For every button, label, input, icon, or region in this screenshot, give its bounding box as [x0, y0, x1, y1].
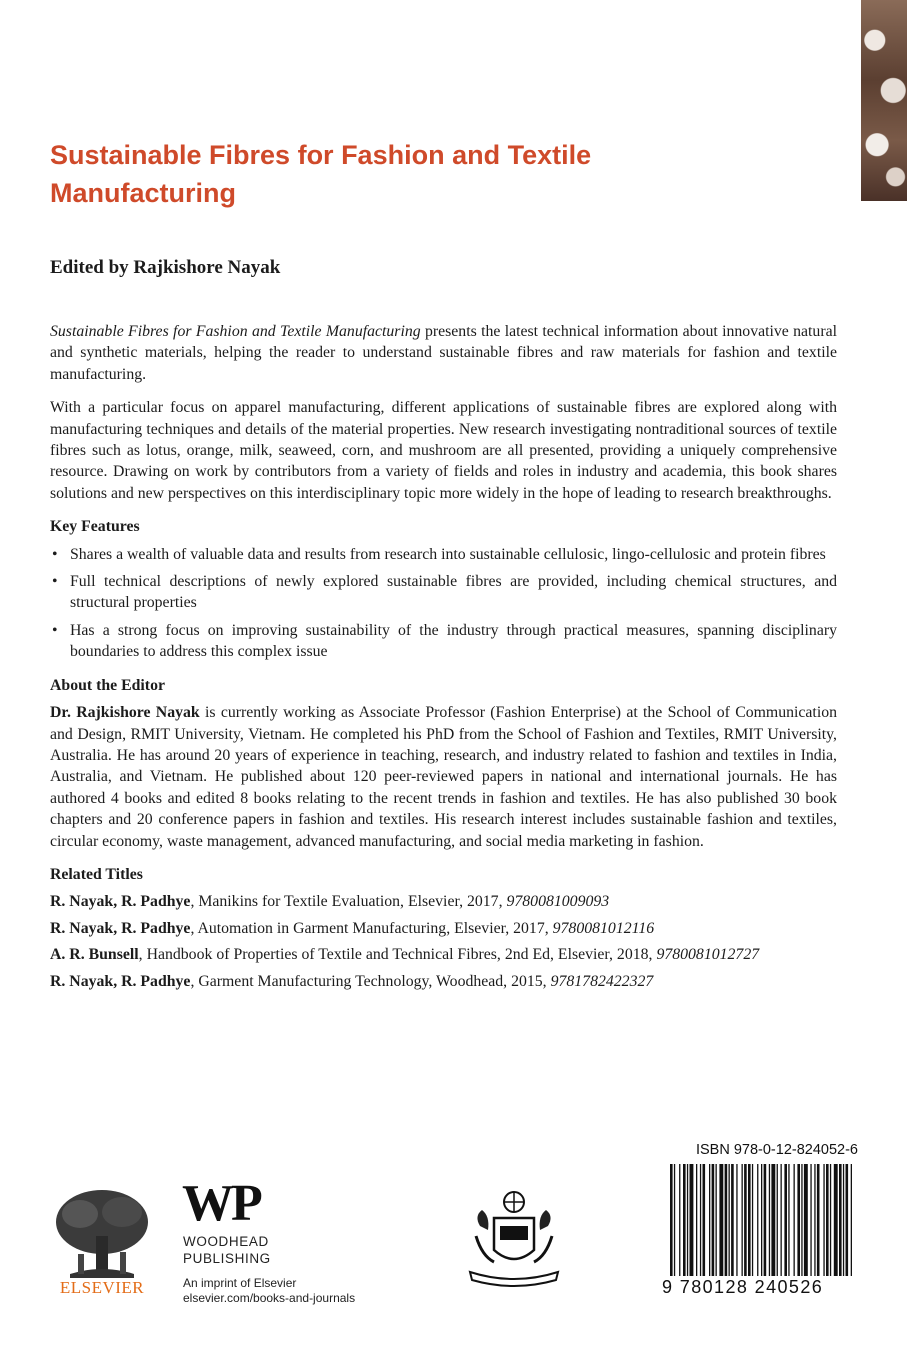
related-isbn: 9781782422327 — [550, 972, 654, 990]
isbn-label: ISBN 978-0-12-824052-6 — [695, 1142, 858, 1158]
barcode-bar — [670, 1164, 673, 1276]
related-title-row — [50, 891, 837, 912]
barcode-bar — [830, 1164, 831, 1276]
imprint-url: elsevier.com/books-and-journals — [183, 1291, 356, 1305]
wp-name-line2: PUBLISHING — [183, 1251, 271, 1266]
barcode-bar — [851, 1164, 852, 1276]
barcode-bar — [729, 1164, 730, 1276]
related-isbn: 9780081012116 — [552, 919, 655, 937]
barcode-bar — [777, 1164, 778, 1276]
related-authors: R. Nayak, R. Padhye — [50, 919, 191, 937]
barcode-bar — [696, 1164, 697, 1276]
barcode-digits: 9 780128 240526 — [662, 1277, 824, 1297]
description-paragraph: With a particular focus on apparel manufacturing, different applications of sustainable fibres are explored along with manufacturing techniques and details of the material properties. New research investigating nontraditional sources of textile fibres such as lotus, orange, milk, seaweed, corn, and mushroom are all presented, providing a uniquely comprehensive resource. Drawing on work by contributors from a variety of fields and roles in industry and academia, this book shares solutions and new perspectives on this interdisciplinary topic more widely in the hope of leading to research breakthroughs. — [50, 399, 837, 502]
barcode-bar — [731, 1164, 734, 1276]
barcode-bar — [769, 1164, 770, 1276]
barcode-bar — [839, 1164, 842, 1276]
related-title-row — [50, 918, 837, 939]
editor-name: Dr. Rajkishore Nayak — [50, 704, 200, 722]
barcode-bar — [823, 1164, 824, 1276]
key-features-heading: Key Features — [50, 518, 140, 536]
key-feature-item: • Full technical descriptions of newly explored sustainable fibres are provided, including chemical structures, and structural properties — [50, 571, 837, 614]
barcode-bar — [725, 1164, 728, 1276]
barcode-bar — [801, 1164, 802, 1276]
about-editor-heading: About the Editor — [50, 676, 165, 694]
barcode-bar — [709, 1164, 710, 1276]
imprint-line: An imprint of Elsevier — [183, 1276, 297, 1290]
woodhead-publishing-name — [183, 1233, 293, 1267]
barcode-bar — [788, 1164, 789, 1276]
key-features-list — [50, 544, 837, 663]
barcode-bar — [742, 1164, 743, 1276]
barcode-bar — [826, 1164, 829, 1276]
barcode-bar — [690, 1164, 694, 1276]
barcode-bar — [814, 1164, 815, 1276]
barcode-bar — [761, 1164, 762, 1276]
barcode-bar — [716, 1164, 717, 1276]
intro-book-title: Sustainable Fibres for Fashion and Textile Manufacturing — [50, 323, 421, 340]
wp-name-line1: WOODHEAD — [183, 1234, 269, 1249]
barcode-bar — [846, 1164, 849, 1276]
editor-line: Edited by Rajkishore Nayak — [50, 257, 281, 278]
cotton-photo — [861, 0, 907, 201]
barcode-bar — [744, 1164, 747, 1276]
barcode-bar — [843, 1164, 844, 1276]
barcode-bar — [810, 1164, 811, 1276]
barcode-bar — [674, 1164, 675, 1276]
barcode-bar — [736, 1164, 737, 1276]
barcode-bars — [668, 1164, 858, 1279]
key-feature-item: • Shares a wealth of valuable data and results from research into sustainable cellulosic, lingo-cellulosic and protein fibres — [50, 544, 837, 565]
barcode-bar — [794, 1164, 795, 1276]
barcode-bar — [771, 1164, 775, 1276]
barcode-bar — [703, 1164, 706, 1276]
about-editor-paragraph — [50, 702, 837, 852]
barcode-bar — [784, 1164, 787, 1276]
barcode-bar — [797, 1164, 800, 1276]
related-authors: R. Nayak, R. Padhye — [50, 972, 191, 990]
about-editor-text: is currently working as Associate Professor (Fashion Enterprise) at the School of Communication and Design, RMIT University, Vietnam. He completed his PhD from the School of Fashion and Textiles, RMIT University, Australia. He has around 20 years of experience in teaching, research, and industry related to fashion and textiles in India, Australia, and Vietnam. He published about 120 peer-reviewed papers in national and international journals. He has authored 4 books and edited 8 books relating to the recent trends in fashion and textiles. He has also published 30 book chapters and 20 conference papers in fashion and textiles. His research interest includes sustainable fashion and textiles, circular economy, waste management, advanced manufacturing, and social media marketing in fashion. — [50, 704, 838, 850]
related-authors: R. Nayak, R. Padhye — [50, 893, 191, 911]
barcode-bar — [719, 1164, 723, 1276]
related-authors: A. R. Bunsell — [50, 946, 139, 964]
institution-crest-icon — [460, 1186, 568, 1292]
barcode-bar — [817, 1164, 820, 1276]
barcode-bar — [804, 1164, 808, 1276]
barcode — [648, 1142, 858, 1302]
book-title: Sustainable Fibres for Fashion and Textile Manufacturing — [50, 140, 592, 208]
wp-logo: WP — [182, 1175, 260, 1232]
barcode-bar — [757, 1164, 758, 1276]
related-details: , Handbook of Properties of Textile and Technical Fibres, 2nd Ed, Elsevier, 2018, — [138, 946, 657, 964]
barcode-bar — [679, 1164, 680, 1276]
related-details: , Garment Manufacturing Technology, Woodhead, 2015, — [190, 972, 551, 990]
barcode-bar — [748, 1164, 751, 1276]
barcode-bar — [683, 1164, 686, 1276]
related-title-row — [50, 944, 837, 965]
back-cover-text — [50, 321, 837, 997]
related-title-row — [50, 971, 837, 992]
barcode-bar — [752, 1164, 753, 1276]
barcode-bar — [712, 1164, 715, 1276]
intro-text: presents the latest technical information about innovative natural and synthetic materials, helping the reader to understand sustainable fibres and raw materials for fashion and textile manufacturing. — [50, 323, 837, 383]
intro-paragraph — [50, 321, 837, 385]
barcode-bar — [781, 1164, 782, 1276]
related-details: , Automation in Garment Manufacturing, Elsevier, 2017, — [190, 919, 553, 937]
related-isbn: 9780081012727 — [656, 946, 760, 964]
barcode-bar — [700, 1164, 701, 1276]
barcode-bar — [687, 1164, 688, 1276]
related-details: , Manikins for Textile Evaluation, Elsevier, 2017, — [190, 893, 507, 911]
imprint-info — [183, 1276, 403, 1306]
barcode-bar — [834, 1164, 838, 1276]
elsevier-wordmark: ELSEVIER — [59, 1278, 145, 1297]
barcode-bar — [764, 1164, 767, 1276]
key-feature-item: • Has a strong focus on improving sustainability of the industry through practical measures, spanning disciplinary boundaries to address this complex issue — [50, 620, 837, 663]
related-isbn: 9780081009093 — [506, 893, 610, 911]
related-titles-heading: Related Titles — [50, 865, 143, 883]
